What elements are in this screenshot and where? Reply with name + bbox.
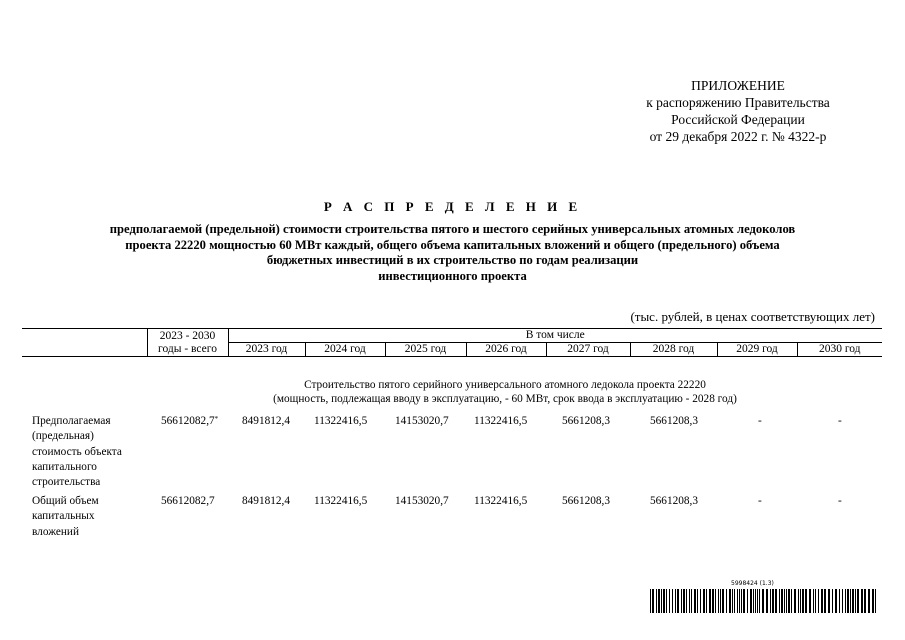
appendix-heading: ПРИЛОЖЕНИЕ — [691, 78, 785, 93]
row-value: - — [758, 415, 762, 427]
header-year: 2030 год — [797, 343, 882, 357]
barcode-bar — [737, 589, 738, 613]
appendix-block — [608, 77, 868, 145]
row-value: 8491812,4 — [242, 415, 291, 427]
barcode-bar — [757, 589, 758, 613]
barcode-bar — [784, 589, 785, 613]
barcode-bar — [835, 589, 837, 613]
barcode-bar — [857, 589, 859, 613]
barcode-bar — [872, 589, 874, 613]
row-label-line: строительства — [32, 476, 101, 489]
header-empty-cell — [22, 329, 147, 343]
barcode-bar — [691, 589, 692, 613]
barcode-bar — [739, 589, 740, 613]
header-total-line2: годы - всего — [147, 343, 228, 357]
barcode-bar — [839, 589, 840, 613]
row-total-cell — [161, 414, 218, 429]
row-value: 5661208,3 — [650, 495, 699, 507]
barcode-bar — [718, 589, 719, 613]
barcode-bar — [663, 589, 665, 613]
barcode-bar — [697, 589, 698, 613]
barcode-bar — [675, 589, 676, 613]
subtitle-line: инвестиционного проекта — [378, 268, 527, 283]
barcode-bar — [681, 589, 682, 613]
header-year: 2027 год — [546, 343, 630, 357]
barcode-bar — [788, 589, 790, 613]
barcode-bar — [850, 589, 851, 613]
barcode-bar — [828, 589, 830, 613]
barcode-bar — [759, 589, 760, 613]
barcode-bar — [798, 589, 799, 613]
barcode-bar — [661, 589, 662, 613]
barcode-bar — [652, 589, 654, 613]
header-total-line1: 2023 - 2030 — [147, 329, 228, 343]
barcode-bar — [726, 589, 727, 613]
barcode-bar — [656, 589, 657, 613]
barcode-bar — [677, 589, 679, 613]
header-year: 2028 год — [630, 343, 717, 357]
barcode-bar — [821, 589, 823, 613]
barcode-bar — [650, 589, 651, 613]
header-year: 2026 год — [466, 343, 546, 357]
barcode-bar — [824, 589, 826, 613]
barcode-bar — [772, 589, 774, 613]
barcode-bar — [729, 589, 731, 613]
row-label-line: стоимость объекта — [32, 445, 122, 458]
barcode-bar — [762, 589, 764, 613]
barcode-bar — [818, 589, 819, 613]
row-label-line: капитальных — [32, 510, 95, 523]
barcode-bar — [842, 589, 843, 613]
barcode-bar — [683, 589, 685, 613]
row-value: - — [758, 495, 762, 507]
row-total: 56612082,7 — [161, 495, 215, 507]
barcode-bar — [672, 589, 673, 613]
barcode-bar — [753, 589, 754, 613]
row-label-line: вложений — [32, 525, 79, 538]
row-value: 11322416,5 — [474, 415, 528, 427]
barcode-id: 5998424 (1.3) — [731, 580, 774, 587]
row-value: 5661208,3 — [562, 415, 611, 427]
units-note: (тыс. рублей, в ценах соответствующих лет) — [630, 309, 875, 324]
header-year: 2025 год — [385, 343, 466, 357]
subtitle-line: бюджетных инвестиций в их строительство по годам реализации — [266, 253, 639, 267]
section-title-line: (мощность, подлежащая вводу в эксплуатацию, - 60 МВт, срок ввода в эксплуатацию - 2028 год) — [273, 393, 737, 405]
barcode-bar — [658, 589, 660, 613]
barcode-bar — [715, 589, 716, 613]
barcode-bar — [722, 589, 724, 613]
subtitle-line: проекта 22220 мощностью 60 МВт каждый, общего объема капитальных вложений и общего (предельного) объема — [125, 237, 780, 252]
table-header — [22, 328, 882, 357]
barcode-bar — [868, 589, 870, 613]
barcode-bar — [781, 589, 783, 613]
barcode-bar — [689, 589, 690, 613]
barcode-bar — [791, 589, 792, 613]
row-label-line: Общий объем — [32, 495, 99, 507]
barcode-bar — [706, 589, 707, 613]
barcode-bar — [747, 589, 748, 613]
barcode-bar — [786, 589, 787, 613]
barcode-bar — [855, 589, 856, 613]
barcode-bar — [809, 589, 811, 613]
row-value: 11322416,5 — [314, 415, 368, 427]
appendix-date-number: от 29 декабря 2022 г. № 4322-р — [649, 129, 827, 144]
section-title-line: Строительство пятого серийного универсального атомного ледокола проекта 22220 — [304, 379, 706, 391]
header-year: 2024 год — [305, 343, 385, 357]
subtitle-line: предполагаемой (предельной) стоимости строительства пятого и шестого серийных универсальных атомных ледоколов — [109, 222, 796, 236]
barcode-bar — [755, 589, 756, 613]
barcode-bar — [700, 589, 701, 613]
row-value: 5661208,3 — [650, 415, 699, 427]
row-value: 14153020,7 — [395, 415, 449, 427]
row-value: 8491812,4 — [242, 495, 291, 507]
row-value: - — [838, 415, 842, 427]
row-label-line: (предельная) — [32, 430, 94, 443]
header-including: В том числе — [228, 329, 882, 343]
row-label — [32, 414, 147, 490]
document-title: Р А С П Р Е Д Е Л Е Н И Е — [323, 199, 582, 214]
row-label — [32, 494, 147, 540]
header-year: 2029 год — [717, 343, 797, 357]
row-label-line: Предполагаемая — [32, 415, 111, 427]
row-value: 14153020,7 — [395, 495, 449, 507]
barcode-bar — [852, 589, 854, 613]
barcode-bar — [861, 589, 863, 613]
row-value: 11322416,5 — [474, 495, 528, 507]
barcode-bar — [779, 589, 780, 613]
barcode-bar — [845, 589, 846, 613]
barcode-bar — [686, 589, 687, 613]
barcode-bar — [813, 589, 814, 613]
barcode-bar — [832, 589, 833, 613]
barcode-bar — [815, 589, 816, 613]
barcode-bar — [847, 589, 849, 613]
row-total: 56612082,7 — [161, 415, 215, 427]
barcode-bar — [875, 589, 876, 613]
row-value: - — [838, 495, 842, 507]
document-subtitle — [20, 222, 885, 284]
barcode-bar — [805, 589, 807, 613]
barcode-bar — [766, 589, 768, 613]
barcode-bar — [694, 589, 696, 613]
row-value: 5661208,3 — [562, 495, 611, 507]
barcode-bar — [802, 589, 804, 613]
barcode-bar — [703, 589, 705, 613]
barcode-bar — [741, 589, 742, 613]
barcode-bar — [720, 589, 721, 613]
row-total-cell — [161, 494, 215, 509]
barcode-bar — [734, 589, 735, 613]
barcode-bar — [666, 589, 667, 613]
barcode-bar — [712, 589, 714, 613]
header-year: 2023 год — [228, 343, 305, 357]
barcode-bar — [709, 589, 711, 613]
barcode-bar — [864, 589, 866, 613]
row-value: 11322416,5 — [314, 495, 368, 507]
section-title — [150, 378, 860, 406]
barcode-bar — [775, 589, 777, 613]
barcode-bar — [750, 589, 752, 613]
barcode-bar — [794, 589, 796, 613]
appendix-line: Российской Федерации — [671, 112, 805, 127]
appendix-line: к распоряжению Правительства — [646, 95, 830, 110]
barcode-bar — [732, 589, 733, 613]
barcode-bar — [669, 589, 670, 613]
barcode-image — [650, 589, 880, 613]
barcode-bar — [743, 589, 745, 613]
row-label-line: капитального — [32, 460, 97, 473]
barcode-bar — [770, 589, 771, 613]
header-empty-cell — [22, 343, 147, 357]
footnote-mark: * — [214, 415, 219, 423]
barcode-bar — [800, 589, 801, 613]
